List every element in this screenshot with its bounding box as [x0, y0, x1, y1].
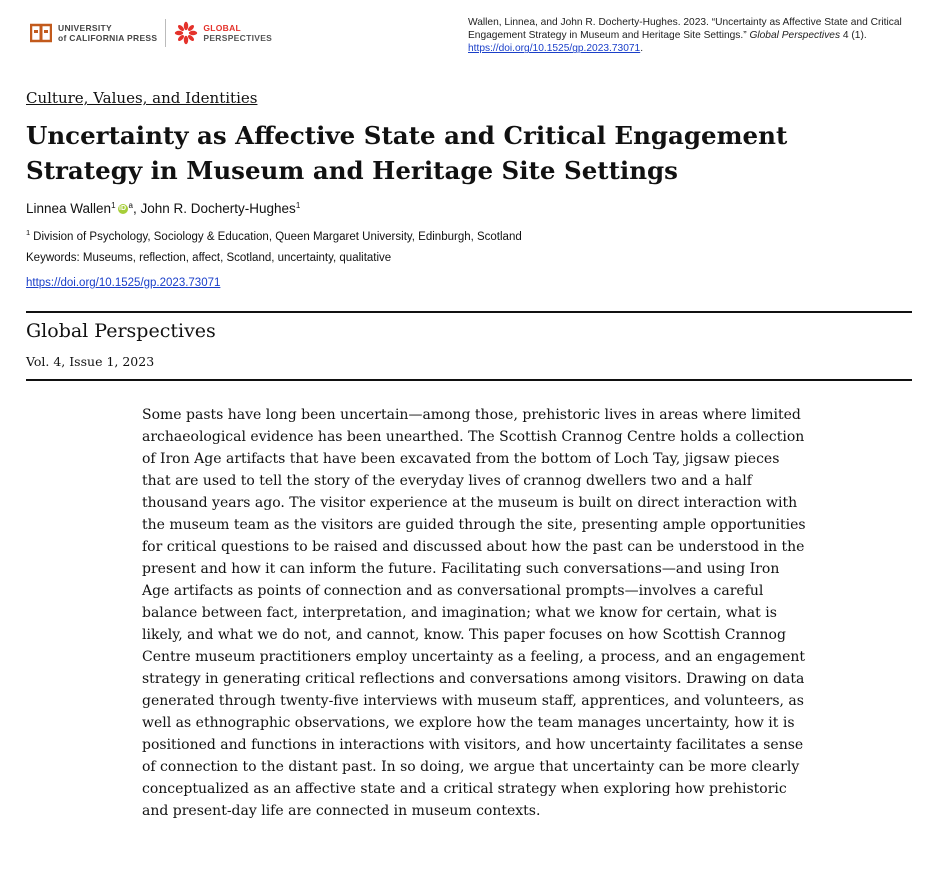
- author-affiliation-marker: 1: [111, 201, 116, 210]
- ucp-book-icon: [30, 22, 52, 44]
- logo-divider: [165, 19, 166, 47]
- citation-end: .: [640, 43, 644, 55]
- author-affiliation-marker: 1: [295, 201, 301, 210]
- ucp-logo-line2: of CALIFORNIA PRESS: [58, 33, 158, 43]
- citation-doi-link[interactable]: https://doi.org/10.1525/gp.2023.73071: [468, 43, 641, 55]
- section-heading-link[interactable]: Culture, Values, and Identities: [26, 89, 258, 107]
- ucp-logo-text: [58, 23, 157, 43]
- affiliation-marker: 1: [26, 228, 31, 237]
- ucp-logo-line1: UNIVERSITY: [58, 23, 113, 33]
- citation-issue: 4 (1).: [842, 30, 867, 42]
- global-perspectives-flower-icon: [174, 21, 198, 45]
- gp-logo-line2: PERSPECTIVES: [203, 33, 273, 43]
- header-divider: [26, 311, 912, 313]
- author-list: [26, 201, 300, 216]
- header-logos: [30, 18, 272, 48]
- orcid-icon[interactable]: iD: [119, 205, 127, 212]
- citation: [468, 16, 913, 56]
- affiliation-text: Division of Psychology, Sociology & Education, Queen Margaret University, Edinburgh, Scotland: [33, 230, 522, 243]
- citation-journal: Global Perspectives: [749, 30, 841, 42]
- journal-divider: [26, 379, 912, 381]
- citation-text: Wallen, Linnea, and John R. Docherty-Hughes. 2023. “Uncertainty as Affective State and Critical Engagement Strategy in Museum and Heritage Site Settings.”: [468, 17, 902, 42]
- doi-link[interactable]: https://doi.org/10.1525/gp.2023.73071: [26, 277, 221, 289]
- author-note-marker[interactable]: a: [128, 201, 133, 210]
- author-separator: ,: [132, 201, 141, 216]
- abstract-text: Some pasts have long been uncertain—among those, prehistoric lives in areas where limited archaeological evidence has been unearthed. The Scottish Crannog Centre holds a collection of Iron Age artifacts that have been excavated from the bottom of Loch Tay, jigsaw pieces that are used to tell the story of the everyday lives of crannog dwellers two and a half thousand years ago. The visitor experience at the museum is built on direct interaction with the museum team as the visitors are guided through the site, presenting ample opportunities for critical questions to be raised and discussed about how the past can be understood in the present and how it can inform the future. Facilitating such conversations—and using Iron Age artifacts as points of connection and as conversational prompts—involves a careful balance between fact, interpretation, and imagination; what we know for certain, what is likely, and what we do not, and cannot, know. This paper focuses on how Scottish Crannog Centre museum practitioners employ uncertainty as a feeling, a process, and an engagement strategy in generating critical reflections and conversations among visitors. Drawing on data generated through twenty-five interviews with museum staff, apprentices, and volunteers, as well as ethnographic observations, we explore how the team manages uncertainty, how it is positioned and functions in interactions with visitors, and how uncertainty facilitates a sense of connection to the distant past. In so doing, we argue that uncertainty can be more clearly conceptualized as an affective state and a critical strategy when exploring how prehistoric and present-day life are connected in museum contexts.: [142, 407, 806, 819]
- author-name[interactable]: Linnea Wallen: [26, 201, 112, 216]
- journal-name: Global Perspectives: [26, 320, 216, 342]
- global-perspectives-logo-text: [203, 23, 272, 43]
- volume-issue: Vol. 4, Issue 1, 2023: [26, 354, 155, 369]
- keywords: Keywords: Museums, reflection, affect, Scotland, uncertainty, qualitative: [26, 252, 392, 264]
- affiliation: [26, 228, 522, 243]
- gp-logo-line1: GLOBAL: [203, 23, 242, 33]
- article-title: Uncertainty as Affective State and Critical Engagement Strategy in Museum and Heritage Site Settings: [26, 121, 788, 185]
- author-name[interactable]: John R. Docherty-Hughes: [140, 201, 296, 216]
